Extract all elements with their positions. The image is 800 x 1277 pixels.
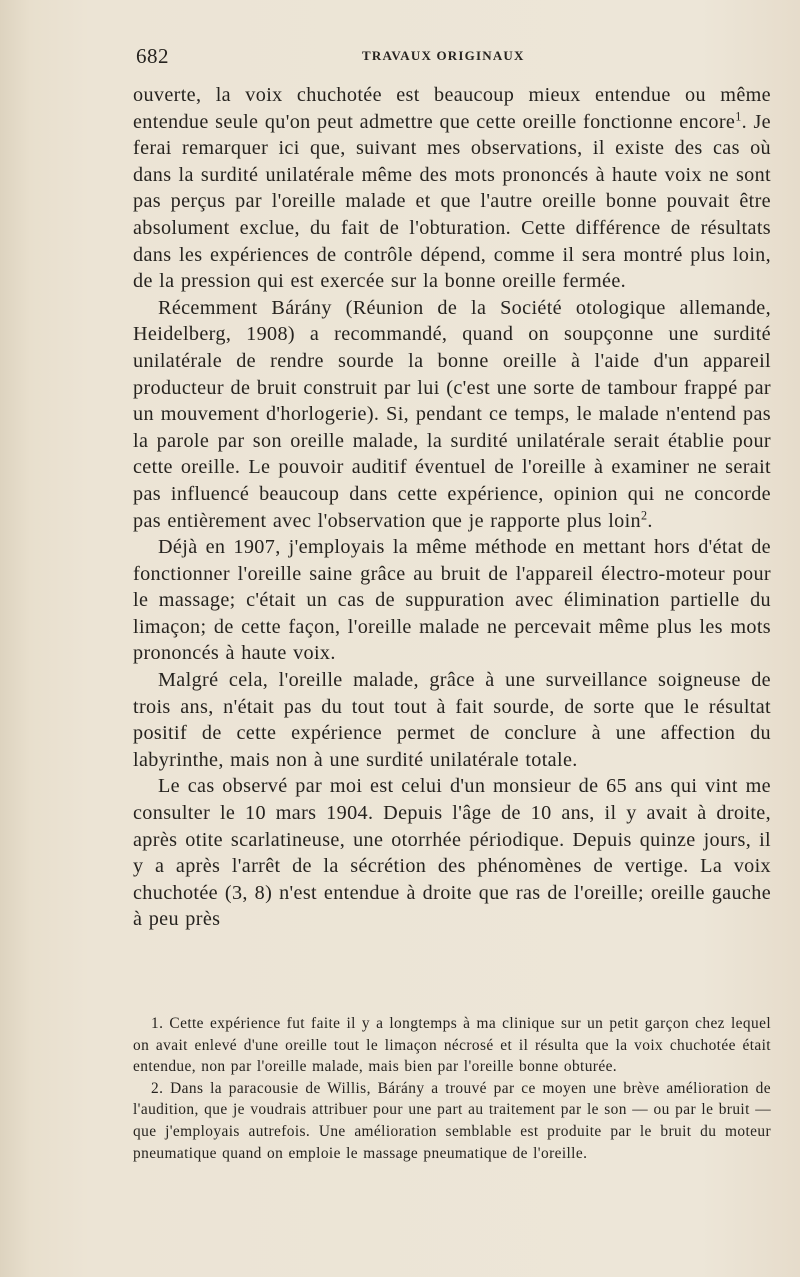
paragraph: Récemment Bárány (Réunion de la Société otologique allemande, Heidelberg, 1908) a recommandé, quand on soupçonne une surdité unilatérale de rendre sourde la bonne oreille à l'aide d'un appareil producteur de bruit construit par lui (c'est une sorte de tambour frappé par un mouvement d'horlogerie). Si, pendant ce temps, le malade n'entend pas la parole par son oreille malade, la surdité unilatérale serait établie pour cette oreille. Le pouvoir auditif éventuel de l'oreille à examiner ne serait pas influencé beaucoup dans cette expérience, opinion qui ne concorde pas entièrement avec l'observation que je rapporte plus loin$^2$.	[133, 296, 771, 532]
page-header	[136, 44, 766, 74]
page-number: 682	[136, 44, 169, 68]
footnote: 2. Dans la paracousie de Willis, Bárány a trouvé par ce moyen une brève amélioration de l'audition, que je voudrais attribuer pour une part au traitement par le son — ou par le bruit — que j'employais autrefois. Une amélioration semblable est produite par le bruit du moteur pneumatique quand on emploie le massage pneumatique de l'oreille.	[133, 1079, 771, 1162]
paragraph: Malgré cela, l'oreille malade, grâce à une surveillance soigneuse de trois ans, n'était pas du tout tout à fait sourde, de sorte que le résultat positif de cette expérience permet de conclure à une affection du labyrinthe, mais non à une surdité unilatérale totale.	[133, 669, 771, 771]
footnote-ref: 1	[735, 108, 742, 123]
main-text	[133, 82, 771, 933]
paragraph: Le cas observé par moi est celui d'un monsieur de 65 ans qui vint me consulter le 10 mars 1904. Depuis l'âge de 10 ans, il y avait à droite, après otite scarlatineuse, une otorrhée périodique. Depuis quinze jours, il y a après l'arrêt de la sécrétion des phénomènes de vertige. La voix chuchotée (3, 8) n'est entendue à droite que ras de l'oreille; oreille gauche à peu près	[133, 775, 771, 931]
footnotes	[133, 1013, 771, 1164]
paragraph: ouverte, la voix chuchotée est beaucoup mieux entendue ou même entendue seule qu'on peut admettre que cette oreille fonctionne encore$^1$. Je ferai remarquer ici que, suivant mes observations, il existe des cas où dans la surdité unilatérale même des mots prononcés à haute voix ne sont pas perçus par l'oreille malade et que l'autre oreille bonne pouvait être absolument exclue, du fait de l'obturation. Cette différence de résultats dans les expériences de contrôle dépend, comme il sera montré plus loin, de la pression qui est exercée sur la bonne oreille fermée.	[133, 84, 771, 293]
running-head: TRAVAUX ORIGINAUX	[362, 48, 525, 63]
footnote-ref: 2	[641, 507, 648, 522]
paragraph: Déjà en 1907, j'employais la même méthode en mettant hors d'état de fonctionner l'oreille saine grâce au bruit de l'appareil électro-moteur pour le massage; c'était un cas de suppuration avec élimination partielle du limaçon; de cette façon, l'oreille malade ne percevait même plus les mots prononcés à haute voix.	[133, 536, 771, 665]
footnote: 1. Cette expérience fut faite il y a longtemps à ma clinique sur un petit garçon chez lequel on avait enlevé d'une oreille tout le limaçon nécrosé et il résulta que la voix chuchotée était entendue, non par l'oreille malade, mais bien par l'oreille bonne obturée.	[133, 1015, 771, 1076]
